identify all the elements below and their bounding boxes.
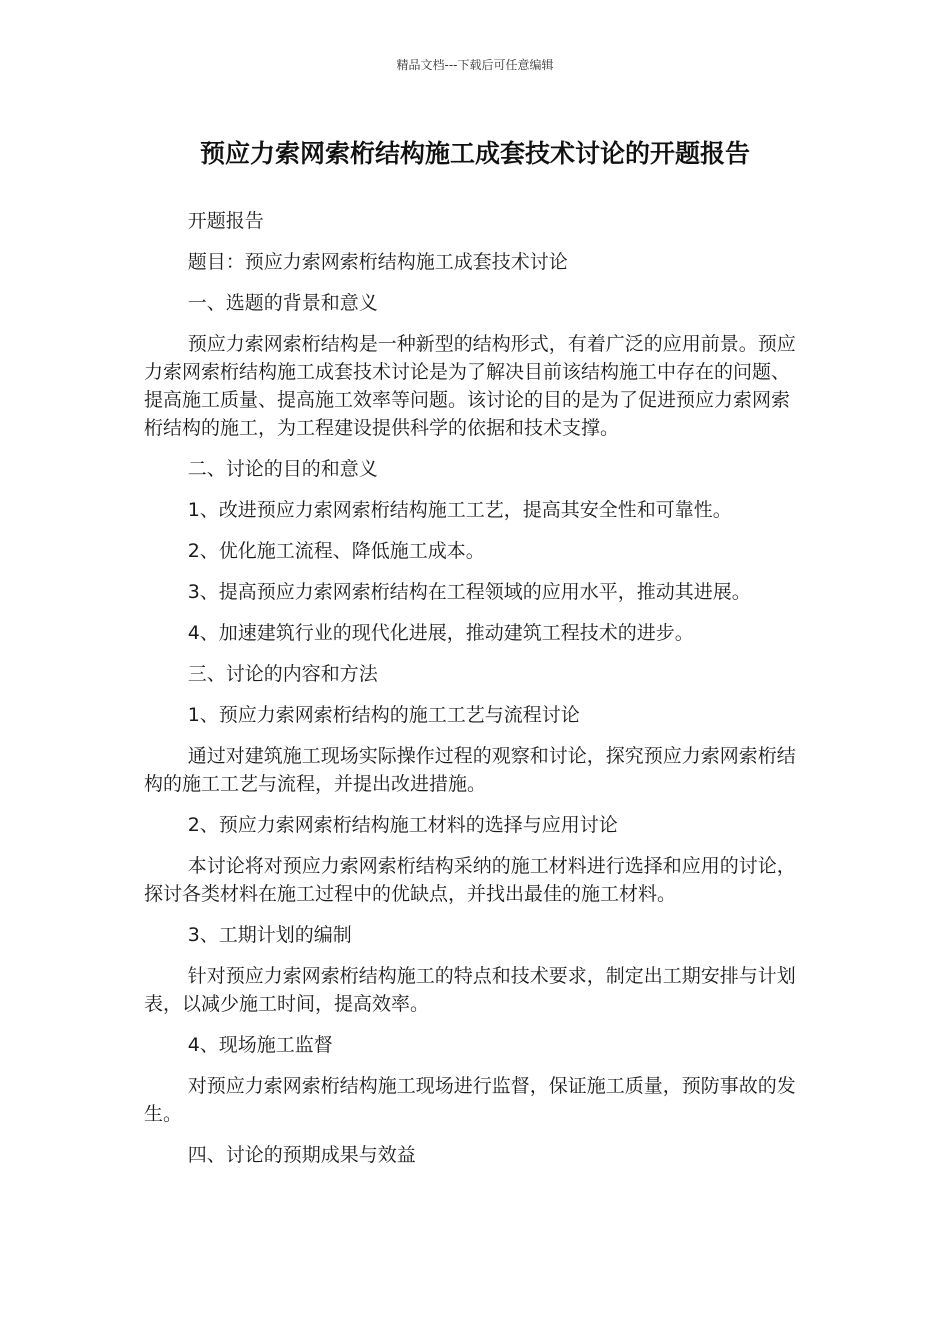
list-item-purpose-2: 2、优化施工流程、降低施工成本。 <box>187 540 485 562</box>
section-heading-outcomes: 四、讨论的预期成果与效益 <box>187 1144 416 1166</box>
section-heading-purpose: 二、讨论的目的和意义 <box>187 458 378 480</box>
subheading-process: 1、预应力索网索桁结构的施工工艺与流程讨论 <box>187 704 580 726</box>
paragraph-schedule: 针对预应力索网索桁结构施工的特点和技术要求，制定出工期安排与计划表，以减少施工时间，提高效率。 <box>144 965 796 1015</box>
paragraph-background: 预应力索网索桁结构是一种新型的结构形式，有着广泛的应用前景。预应力索网索桁结构施工成套技术讨论是为了解决目前该结构施工中存在的问题、提高施工质量、提高施工效率等问题。该讨论的目的是为了促进预应力索网索桁结构的施工，为工程建设提供科学的依据和技术支撑。 <box>144 333 796 439</box>
paragraph-topic: 题目：预应力索网索桁结构施工成套技术讨论 <box>187 251 568 273</box>
document-title: 预应力索网索桁结构施工成套技术讨论的开题报告 <box>199 139 750 168</box>
list-item-purpose-1: 1、改进预应力索网索桁结构施工工艺，提高其安全性和可靠性。 <box>187 499 732 521</box>
list-item-purpose-4: 4、加速建筑行业的现代化进展，推动建筑工程技术的进步。 <box>187 622 694 644</box>
list-item-purpose-3: 3、提高预应力索网索桁结构在工程领域的应用水平，推动其进展。 <box>187 581 751 603</box>
subheading-materials: 2、预应力索网索桁结构施工材料的选择与应用讨论 <box>187 814 618 836</box>
subheading-schedule: 3、工期计划的编制 <box>187 924 352 946</box>
section-heading-content: 三、讨论的内容和方法 <box>187 663 378 685</box>
paragraph-process: 通过对建筑施工现场实际操作过程的观察和讨论，探究预应力索网索桁结构的施工工艺与流程，并提出改进措施。 <box>144 745 796 795</box>
document-body <box>144 207 804 1182</box>
paragraph-report-label: 开题报告 <box>187 210 264 232</box>
paragraph-supervision: 对预应力索网索桁结构施工现场进行监督，保证施工质量，预防事故的发生。 <box>144 1075 796 1125</box>
header-note: 精品文档---下载后可任意编辑 <box>396 58 554 72</box>
paragraph-materials: 本讨论将对预应力索网索桁结构采纳的施工材料进行选择和应用的讨论，探讨各类材料在施工过程中的优缺点，并找出最佳的施工材料。 <box>144 855 796 905</box>
section-heading-background: 一、选题的背景和意义 <box>187 292 378 314</box>
subheading-supervision: 4、现场施工监督 <box>187 1034 333 1056</box>
